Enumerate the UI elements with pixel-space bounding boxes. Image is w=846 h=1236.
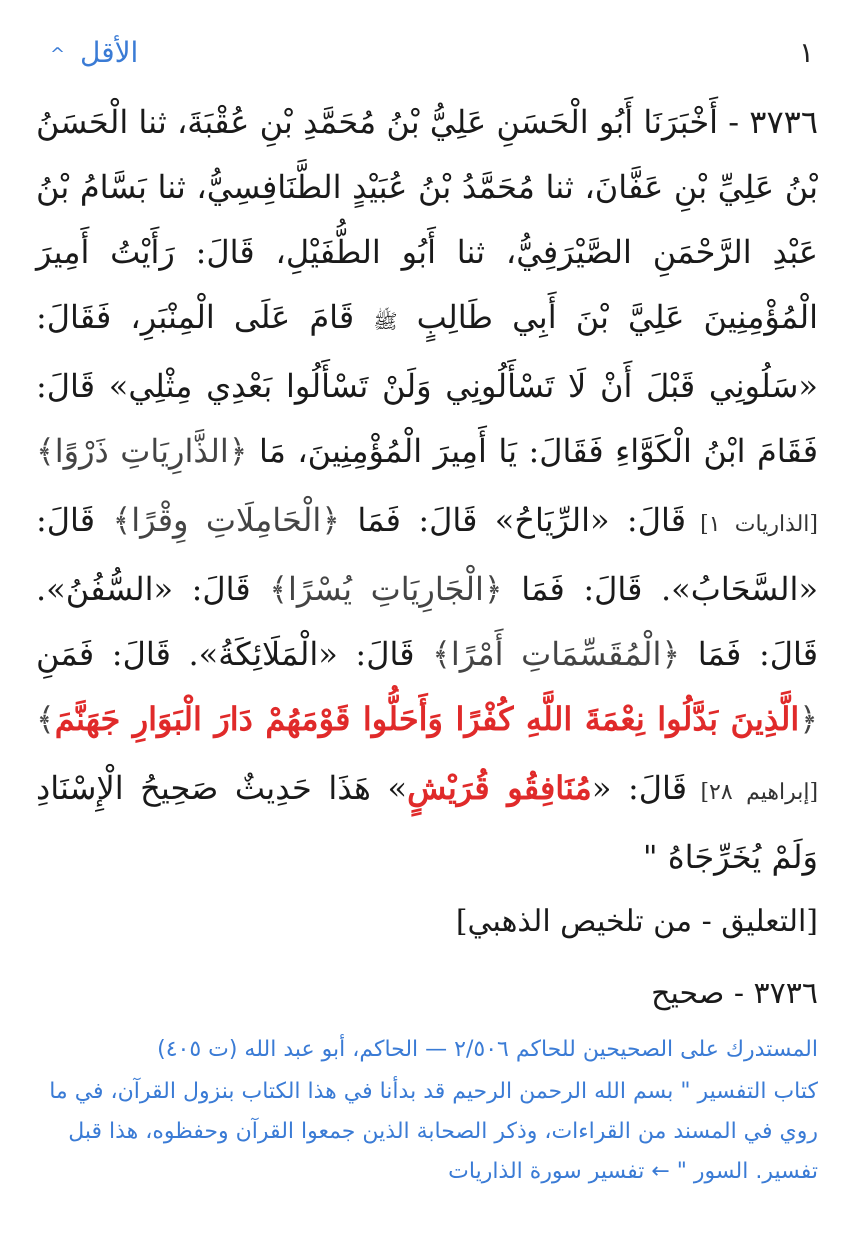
hadith-part2: قَامَ عَلَى الْمِنْبَرِ، فَقَالَ: «سَلُونِي قَبْلَ أَنْ لَا تَسْأَلُونِي وَلَنْ تَسْأَلُوا بَعْدِي مِثْلِي» قَالَ: فَقَامَ ابْنُ الْكَوَّاءِ فَقَالَ: يَا أَمِيرَ الْمُؤْمِنِينَ، مَا	[36, 298, 819, 470]
hadith-part3: قَالَ: «الرِّيَاحُ» قَالَ: فَمَا	[340, 501, 686, 539]
book-chapter-link[interactable]: كتاب التفسير " بسم الله الرحمن الرحيم قد بدأنا في هذا الكتاب بنزول القرآن، في ما روي في المسند من القراءات، وذكر الصحابة الذين جمعوا القرآن وحفظوه، هذا قبل تفسير. السور " ← تفسير سورة الذاريات	[49, 1079, 818, 1184]
collapse-label: الأقل	[80, 36, 139, 69]
quran-verse-5: الَّذِينَ بَدَّلُوا نِعْمَةَ اللَّهِ كُفْرًا وَأَحَلُّوا قَوْمَهُمْ دَارَ الْبَوَارِ جَهَنَّمَ	[54, 700, 800, 738]
hadith-answer: مُنَافِقُو قُرَيْشٍ	[407, 769, 592, 807]
page-number: ١	[798, 36, 814, 69]
quran-verse-5-open: ﴿	[799, 700, 818, 738]
chevron-up-icon: ^	[50, 43, 66, 65]
commentary-entry: ٣٧٣٦ - صحيح	[651, 976, 818, 1011]
quran-verse-1: ﴿الذَّارِيَاتِ ذَرْوًا﴾	[36, 432, 248, 470]
quran-verse-2: ﴿الْحَامِلَاتِ وِقْرًا﴾	[112, 501, 341, 539]
hadith-text	[36, 90, 818, 890]
hadith-part4: قَالَ: «السَّحَابُ». قَالَ: فَمَا	[36, 501, 819, 608]
quran-verse-5-close: ﴾	[36, 700, 55, 738]
verse-5-reference: [إبراهيم ٢٨]	[687, 780, 819, 805]
hadith-part8: » هَذَا حَدِيثٌ صَحِيحُ الْإِسْنَادِ وَلَمْ يُخَرِّجَاهُ "	[36, 769, 818, 876]
collapse-toggle[interactable]	[50, 36, 138, 69]
honorific-symbol: ﷺ	[373, 309, 398, 333]
hadith-part5: قَالَ: «السُّفُنُ». قَالَ: فَمَا	[36, 570, 819, 673]
hadith-part6: قَالَ: «الْمَلَائِكَةُ». قَالَ: فَمَنِ	[36, 635, 433, 673]
verse-1-reference: [الذاريات ١]	[685, 512, 819, 537]
hadith-part1: ٣٧٣٦ - أَخْبَرَنَا أَبُو الْحَسَنِ عَلِيُّ بْنُ مُحَمَّدِ بْنِ عُقْبَةَ، ثنا الْحَسَنُ بْنُ عَلِيِّ بْنِ عَفَّانَ، ثنا مُحَمَّدُ بْنُ عُبَيْدٍ الطَّنَافِسِيُّ، ثنا بَسَّامُ بْنُ عَبْدِ الرَّحْمَنِ الصَّيْرَفِيُّ، ثنا أَبُو الطُّفَيْلِ، قَالَ: رَأَيْتُ أَمِيرَ الْمُؤْمِنِينَ عَلِيَّ بْنَ أَبِي طَالِبٍ	[36, 103, 819, 336]
source-citation-link[interactable]: المستدرك على الصحيحين للحاكم ٢/٥٠٦ — الحاكم، أبو عبد الله (ت ٤٠٥)	[157, 1037, 818, 1062]
commentary-title: [التعليق - من تلخيص الذهبي]	[455, 904, 818, 939]
quran-verse-3: ﴿الْجَارِيَاتِ يُسْرًا﴾	[269, 570, 503, 608]
top-bar	[36, 36, 818, 88]
hadith-part7: قَالَ: «	[591, 769, 688, 807]
page	[0, 36, 846, 1236]
quran-verse-4: ﴿الْمُقَسِّمَاتِ أَمْرًا﴾	[432, 635, 681, 673]
